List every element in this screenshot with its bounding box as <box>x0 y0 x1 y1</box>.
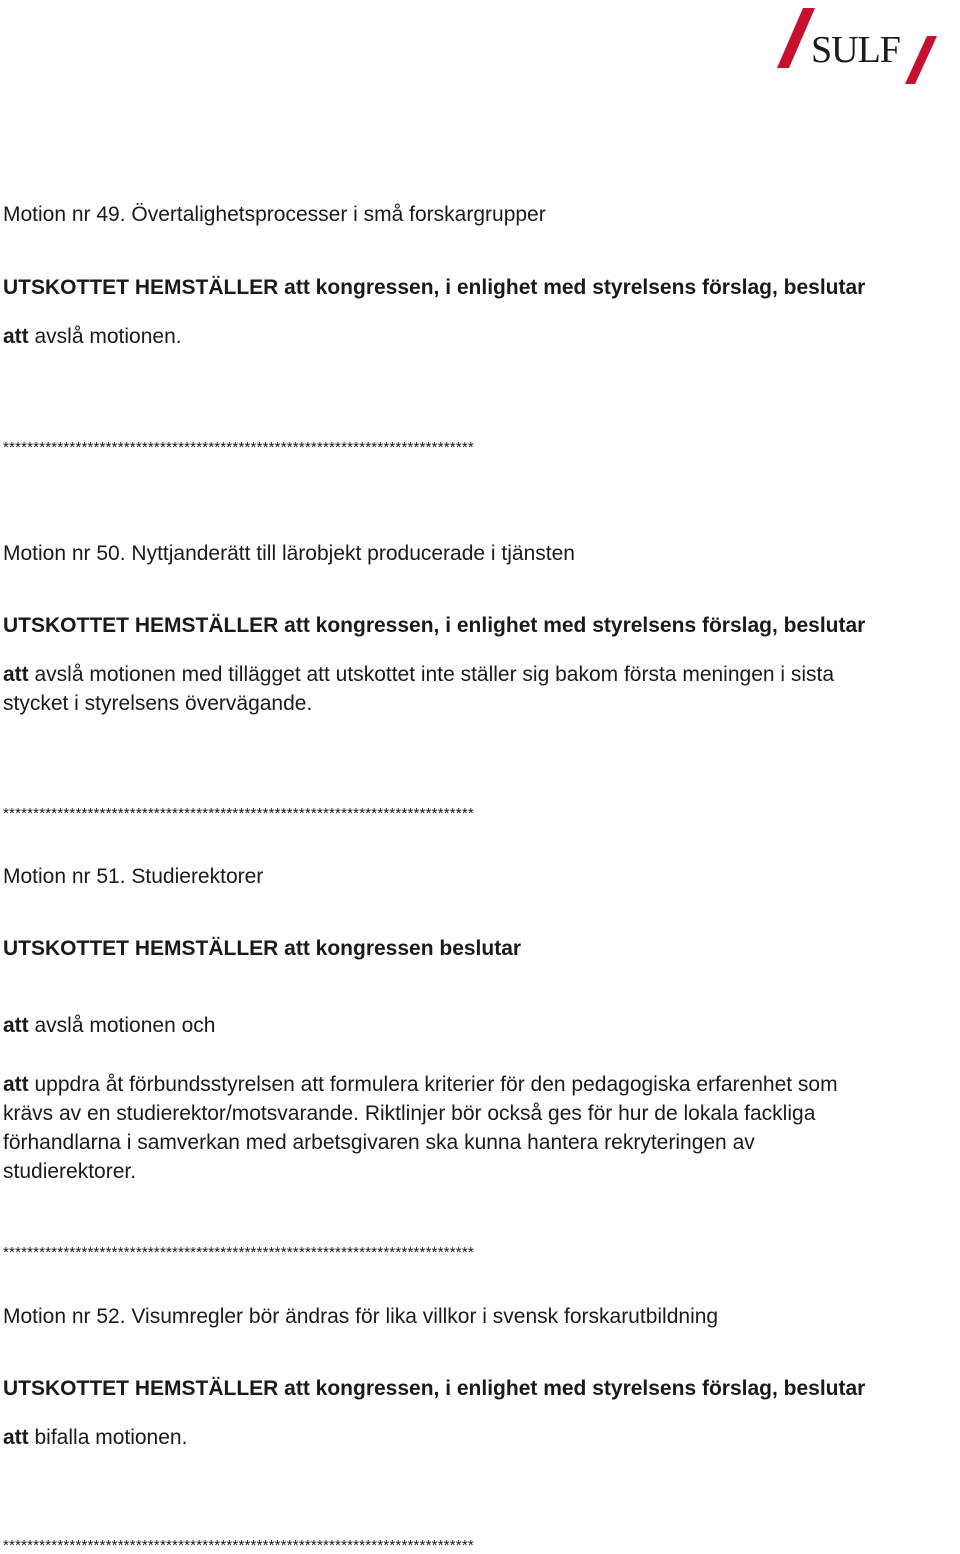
separator: ****************************************************************************** <box>3 1537 474 1554</box>
motion-51-decision-2-line4: studierektorer. <box>3 1160 137 1183</box>
separator: ****************************************************************************** <box>3 1244 474 1261</box>
motion-51-decision-1: att avslå motionen och <box>3 1014 216 1037</box>
motion-49-decision: att avslå motionen. <box>3 325 182 348</box>
motion-49-title: Motion nr 49. Övertalighetsprocesser i små forskargrupper <box>3 203 546 226</box>
motion-51-decision-2: att uppdra åt förbundsstyrelsen att formulera kriterier för den pedagogiska erfarenhet som <box>3 1073 838 1096</box>
motion-51-committee: UTSKOTTET HEMSTÄLLER att kongressen beslutar <box>3 937 522 960</box>
motion-50-decision: att avslå motionen med tillägget att utskottet inte ställer sig bakom första meningen i sista <box>3 663 835 686</box>
separator: ****************************************************************************** <box>3 805 474 822</box>
motion-52-title: Motion nr 52. Visumregler bör ändras för lika villkor i svensk forskarutbildning <box>3 1305 719 1328</box>
motion-50-committee: UTSKOTTET HEMSTÄLLER att kongressen, i enlighet med styrelsens förslag, beslutar <box>3 614 866 637</box>
separator: ****************************************************************************** <box>3 439 474 456</box>
motion-50-title: Motion nr 50. Nyttjanderätt till lärobjekt producerade i tjänsten <box>3 542 575 565</box>
motion-50-decision-line2: stycket i styrelsens övervägande. <box>3 692 313 715</box>
motion-51-title: Motion nr 51. Studierektorer <box>3 865 264 888</box>
motion-51-decision-2-line3: förhandlarna i samverkan med arbetsgivaren ska kunna hantera rekryteringen av <box>3 1131 755 1154</box>
motion-52-committee: UTSKOTTET HEMSTÄLLER att kongressen, i enlighet med styrelsens förslag, beslutar <box>3 1377 866 1400</box>
motion-49-committee: UTSKOTTET HEMSTÄLLER att kongressen, i enlighet med styrelsens förslag, beslutar <box>3 276 866 299</box>
motion-51-decision-2-line2: krävs av en studierektor/motsvarande. Riktlinjer bör också ges för hur de lokala fackliga <box>3 1102 816 1125</box>
svg-text:SULF: SULF <box>811 29 900 71</box>
motion-52-decision: att bifalla motionen. <box>3 1426 188 1449</box>
sulf-logo <box>775 6 940 86</box>
